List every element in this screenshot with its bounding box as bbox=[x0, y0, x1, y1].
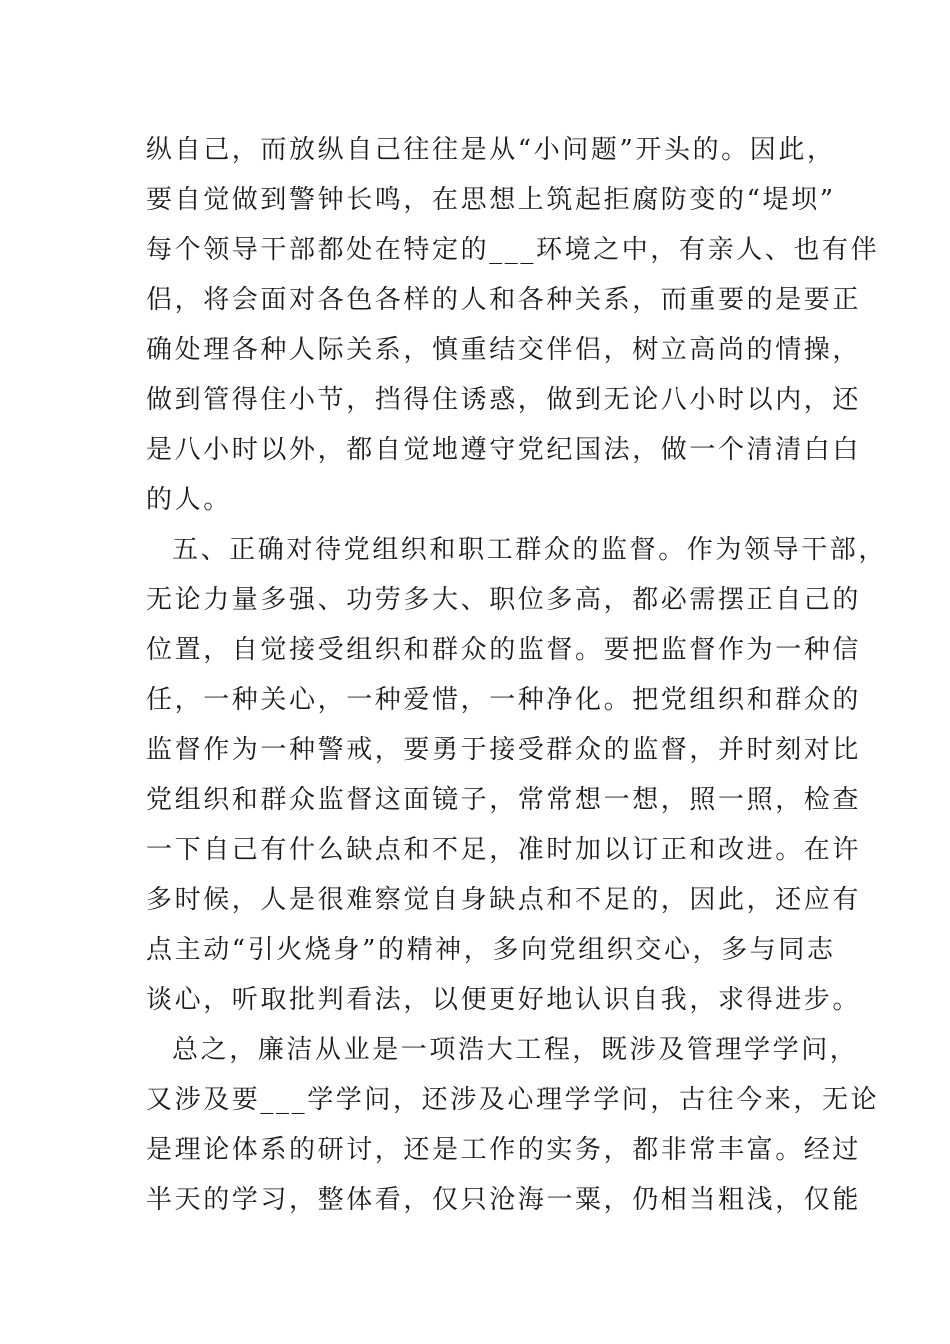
text-line: 要自觉做到警钟长鸣，在思想上筑起拒腐防变的“堤坝” bbox=[146, 185, 836, 215]
text-line: 无论力量多强、功劳多大、职位多高，都必需摆正自己的 bbox=[146, 585, 862, 615]
text-line: 多时候，人是很难察觉自身缺点和不足的，因此，还应有 bbox=[146, 885, 862, 915]
text-line: 谈心，听取批判看法，以便更好地认识自我，求得进步。 bbox=[146, 985, 862, 1015]
text-line: 的人。 bbox=[146, 485, 232, 515]
text-line: 监督作为一种警戒，要勇于接受群众的监督，并时刻对比 bbox=[146, 735, 862, 765]
text-line: 每个领导干部都处在特定的___环境之中，有亲人、也有伴 bbox=[146, 235, 880, 265]
text-line: 一下自己有什么缺点和不足，准时加以订正和改进。在许 bbox=[146, 835, 862, 865]
text-line: 是八小时以外，都自觉地遵守党纪国法，做一个清清白白 bbox=[146, 435, 862, 465]
text-line: 又涉及要___学学问，还涉及心理学学问，古往今来，无论 bbox=[146, 1085, 880, 1115]
text-line: 确处理各种人际关系，慎重结交伴侣，树立高尚的情操， bbox=[146, 335, 862, 365]
text-line: 位置，自觉接受组织和群众的监督。要把监督作为一种信 bbox=[146, 635, 862, 665]
paragraph-start-line: 总之，廉洁从业是一项浩大工程，既涉及管理学学问， bbox=[172, 1035, 859, 1065]
text-line: 党组织和群众监督这面镜子，常常想一想，照一照，检查 bbox=[146, 785, 862, 815]
paragraph-start-line: 五、正确对待党组织和职工群众的监督。作为领导干部， bbox=[172, 535, 888, 565]
text-line: 半天的学习，整体看，仅只沧海一粟，仍相当粗浅，仅能 bbox=[146, 1185, 862, 1215]
text-line: 是理论体系的研讨，还是工作的实务，都非常丰富。经过 bbox=[146, 1135, 862, 1165]
text-line: 点主动“引火烧身”的精神，多向党组织交心，多与同志 bbox=[146, 935, 836, 965]
text-line: 任，一种关心，一种爱惜，一种净化。把党组织和群众的 bbox=[146, 685, 862, 715]
text-line: 做到管得住小节，挡得住诱惑，做到无论八小时以内，还 bbox=[146, 385, 862, 415]
text-line: 纵自己，而放纵自己往往是从“小问题”开头的。因此， bbox=[146, 135, 836, 165]
text-line: 侣，将会面对各色各样的人和各种关系，而重要的是要正 bbox=[146, 285, 862, 315]
